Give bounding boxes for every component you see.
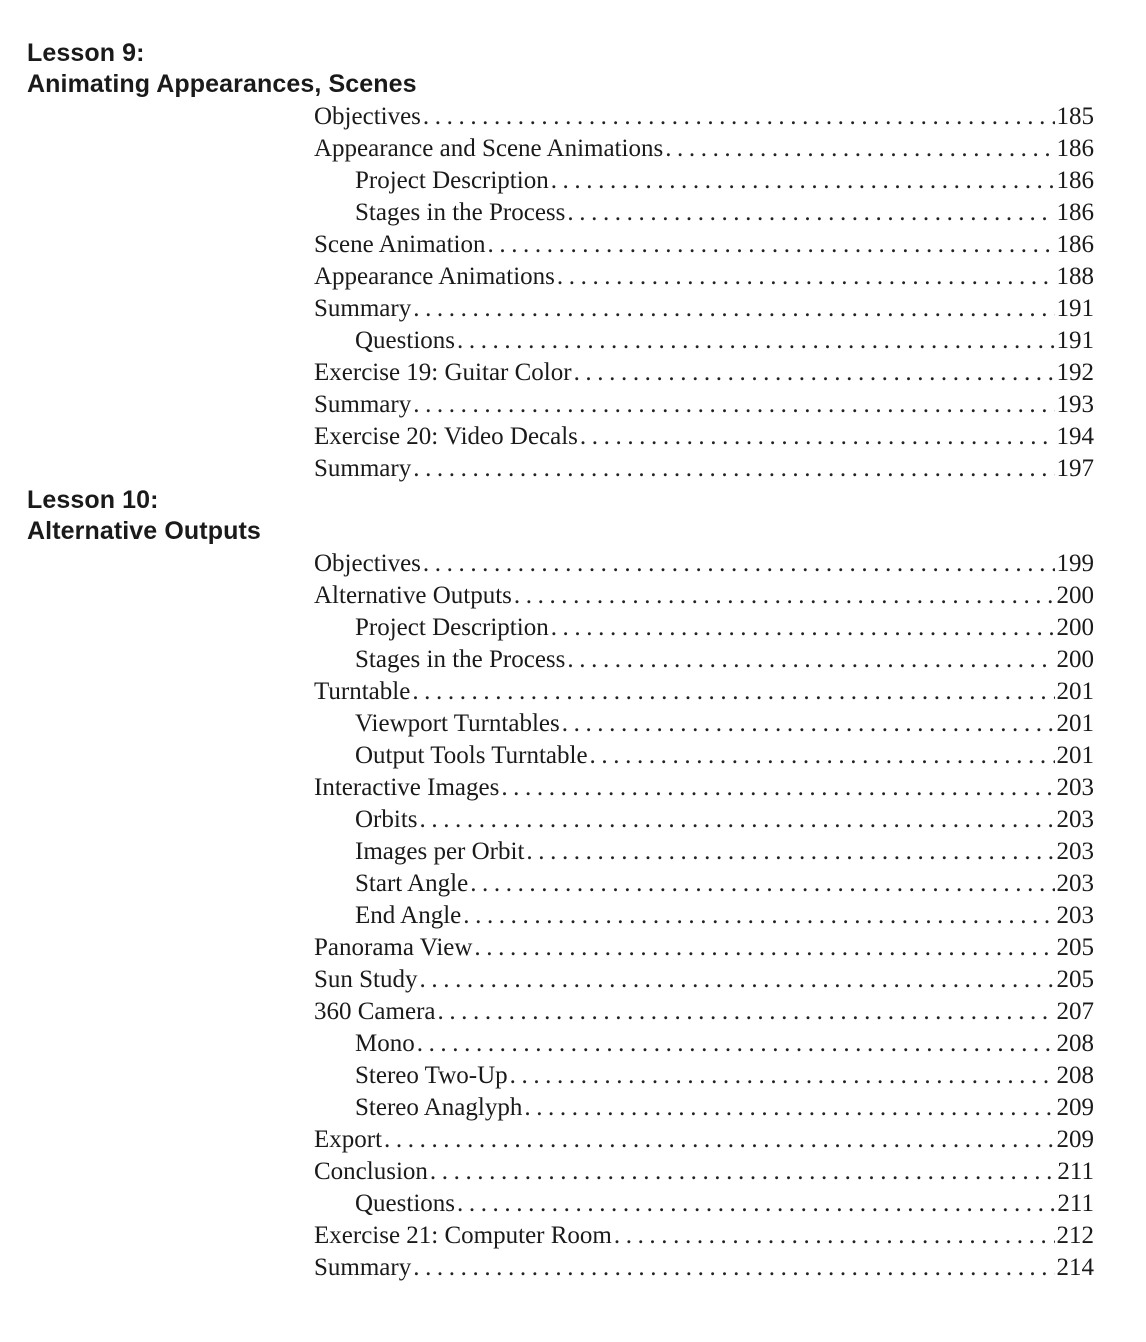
dot-leader — [413, 293, 1054, 325]
toc-entry-page-number: 186 — [1056, 167, 1094, 194]
toc-entry — [314, 1060, 1094, 1092]
toc-entry-label: Viewport Turntables — [355, 710, 560, 737]
toc-entry-page-number: 200 — [1056, 646, 1094, 673]
toc-entry-label: Questions — [355, 327, 455, 354]
toc-entry-page-number: 186 — [1056, 231, 1094, 258]
dot-leader — [420, 804, 1055, 836]
dot-leader — [437, 996, 1054, 1028]
dot-leader — [590, 740, 1055, 772]
toc-entry-label: Questions — [355, 1190, 455, 1217]
toc-entry-label: Alternative Outputs — [314, 582, 512, 609]
toc-entry — [314, 165, 1094, 197]
toc-entry — [314, 197, 1094, 229]
dot-leader — [574, 357, 1055, 389]
dot-leader — [413, 389, 1054, 421]
toc-entry-page-number: 207 — [1056, 998, 1094, 1025]
dot-leader — [501, 772, 1054, 804]
toc-entry-page-number: 191 — [1056, 295, 1094, 322]
toc-entry-page-number: 203 — [1056, 774, 1094, 801]
toc-entry — [314, 996, 1094, 1028]
toc-entry-page-number: 191 — [1056, 327, 1094, 354]
lesson-10-toc — [314, 548, 1094, 1284]
dot-leader — [551, 165, 1055, 197]
toc-entry — [314, 1092, 1094, 1124]
toc-entry-label: Summary — [314, 295, 412, 322]
dot-leader — [514, 580, 1055, 612]
toc-entry-label: Summary — [314, 1254, 412, 1281]
toc-entry-label: Scene Animation — [314, 231, 486, 258]
toc-entry-label: Summary — [314, 455, 412, 482]
lesson-10-name: Alternative Outputs — [27, 517, 261, 545]
toc-entry-page-number: 186 — [1056, 199, 1094, 226]
dot-leader — [423, 101, 1055, 133]
toc-entry-page-number: 201 — [1056, 710, 1094, 737]
toc-entry-page-number: 200 — [1056, 582, 1094, 609]
toc-entry-label: Exercise 20: Video Decals — [314, 423, 578, 450]
dot-leader — [470, 868, 1054, 900]
toc-entry — [314, 900, 1094, 932]
toc-entry-label: Panorama View — [314, 934, 473, 961]
toc-entry-label: Exercise 21: Computer Room — [314, 1222, 612, 1249]
dot-leader — [510, 1060, 1055, 1092]
toc-entry-page-number: 201 — [1056, 678, 1094, 705]
toc-entry-label: Stereo Two-Up — [355, 1062, 508, 1089]
dot-leader — [423, 548, 1055, 580]
lesson-9-number: Lesson 9: — [27, 39, 145, 67]
toc-entry-label: Orbits — [355, 806, 418, 833]
toc-entry-page-number: 197 — [1056, 455, 1094, 482]
toc-entry — [314, 101, 1094, 133]
toc-entry — [314, 964, 1094, 996]
dot-leader — [457, 325, 1055, 357]
toc-entry-label: Objectives — [314, 550, 421, 577]
dot-leader — [413, 1252, 1054, 1284]
toc-entry-page-number: 209 — [1056, 1126, 1094, 1153]
toc-entry — [314, 676, 1094, 708]
lesson-10-number: Lesson 10: — [27, 486, 159, 514]
toc-entry-page-number: 188 — [1056, 263, 1094, 290]
dot-leader — [567, 197, 1054, 229]
toc-entry-page-number: 208 — [1056, 1062, 1094, 1089]
lesson-9-toc — [314, 101, 1094, 485]
toc-entry-page-number: 205 — [1056, 966, 1094, 993]
toc-entry-page-number: 209 — [1056, 1094, 1094, 1121]
toc-entry-page-number: 200 — [1056, 614, 1094, 641]
toc-entry — [314, 548, 1094, 580]
toc-entry — [314, 836, 1094, 868]
toc-entry — [314, 932, 1094, 964]
dot-leader — [412, 676, 1054, 708]
toc-entry — [314, 1028, 1094, 1060]
toc-entry — [314, 389, 1094, 421]
toc-entry-page-number: 205 — [1056, 934, 1094, 961]
toc-entry-page-number: 214 — [1056, 1254, 1094, 1281]
toc-entry-page-number: 193 — [1056, 391, 1094, 418]
dot-leader — [457, 1188, 1055, 1220]
toc-entry-label: Sun Study — [314, 966, 418, 993]
toc-entry — [314, 133, 1094, 165]
lesson-9-name: Animating Appearances, Scenes — [27, 70, 417, 98]
dot-leader — [665, 133, 1054, 165]
toc-entry — [314, 325, 1094, 357]
toc-entry — [314, 261, 1094, 293]
dot-leader — [413, 453, 1054, 485]
toc-entry-page-number: 185 — [1056, 103, 1094, 130]
dot-leader — [463, 900, 1054, 932]
toc-entry-page-number: 201 — [1056, 742, 1094, 769]
toc-entry — [314, 229, 1094, 261]
toc-entry-label: Images per Orbit — [355, 838, 525, 865]
dot-leader — [488, 229, 1055, 261]
toc-entry-label: Exercise 19: Guitar Color — [314, 359, 572, 386]
toc-entry — [314, 1188, 1094, 1220]
lesson-9-title — [27, 38, 417, 100]
toc-entry-page-number: 203 — [1056, 902, 1094, 929]
toc-entry-label: Start Angle — [355, 870, 469, 897]
toc-entry — [314, 772, 1094, 804]
toc-entry — [314, 453, 1094, 485]
toc-entry-page-number: 194 — [1056, 423, 1094, 450]
toc-entry-label: 360 Camera — [314, 998, 436, 1025]
toc-entry — [314, 612, 1094, 644]
toc-entry — [314, 580, 1094, 612]
dot-leader — [524, 1092, 1054, 1124]
toc-entry-page-number: 208 — [1056, 1030, 1094, 1057]
toc-entry-label: Conclusion — [314, 1158, 428, 1185]
toc-entry — [314, 1156, 1094, 1188]
toc-entry-label: Export — [314, 1126, 383, 1153]
toc-entry-label: End Angle — [355, 902, 462, 929]
dot-leader — [580, 421, 1055, 453]
toc-entry-page-number: 203 — [1056, 870, 1094, 897]
toc-entry — [314, 1124, 1094, 1156]
toc-entry — [314, 1220, 1094, 1252]
dot-leader — [430, 1156, 1056, 1188]
toc-entry-page-number: 203 — [1056, 806, 1094, 833]
dot-leader — [567, 644, 1054, 676]
toc-entry — [314, 1252, 1094, 1284]
toc-entry — [314, 868, 1094, 900]
toc-entry — [314, 421, 1094, 453]
dot-leader — [384, 1124, 1054, 1156]
toc-entry-label: Interactive Images — [314, 774, 500, 801]
toc-entry-page-number: 211 — [1057, 1158, 1094, 1185]
lesson-10-title — [27, 485, 261, 547]
dot-leader — [417, 1028, 1055, 1060]
dot-leader — [557, 261, 1055, 293]
toc-entry-label: Project Description — [355, 614, 549, 641]
toc-entry-label: Objectives — [314, 103, 421, 130]
toc-entry — [314, 293, 1094, 325]
toc-entry-label: Stages in the Process — [355, 646, 566, 673]
dot-leader — [562, 708, 1055, 740]
toc-entry-page-number: 203 — [1056, 838, 1094, 865]
toc-entry-label: Appearance Animations — [314, 263, 555, 290]
toc-entry-label: Turntable — [314, 678, 411, 705]
dot-leader — [551, 612, 1055, 644]
toc-entry — [314, 708, 1094, 740]
toc-entry — [314, 357, 1094, 389]
toc-entry — [314, 644, 1094, 676]
dot-leader — [614, 1220, 1055, 1252]
toc-entry-page-number: 212 — [1056, 1222, 1094, 1249]
toc-entry-label: Appearance and Scene Animations — [314, 135, 664, 162]
toc-entry — [314, 740, 1094, 772]
toc-entry-label: Project Description — [355, 167, 549, 194]
toc-entry-label: Summary — [314, 391, 412, 418]
toc-entry-label: Stages in the Process — [355, 199, 566, 226]
toc-entry-page-number: 186 — [1056, 135, 1094, 162]
dot-leader — [420, 964, 1055, 996]
toc-entry-label: Output Tools Turntable — [355, 742, 588, 769]
toc-entry-label: Stereo Anaglyph — [355, 1094, 523, 1121]
toc-entry-page-number: 199 — [1056, 550, 1094, 577]
toc-entry — [314, 804, 1094, 836]
toc-entry-page-number: 211 — [1057, 1190, 1094, 1217]
toc-entry-page-number: 192 — [1056, 359, 1094, 386]
dot-leader — [474, 932, 1054, 964]
toc-entry-label: Mono — [355, 1030, 415, 1057]
dot-leader — [526, 836, 1054, 868]
